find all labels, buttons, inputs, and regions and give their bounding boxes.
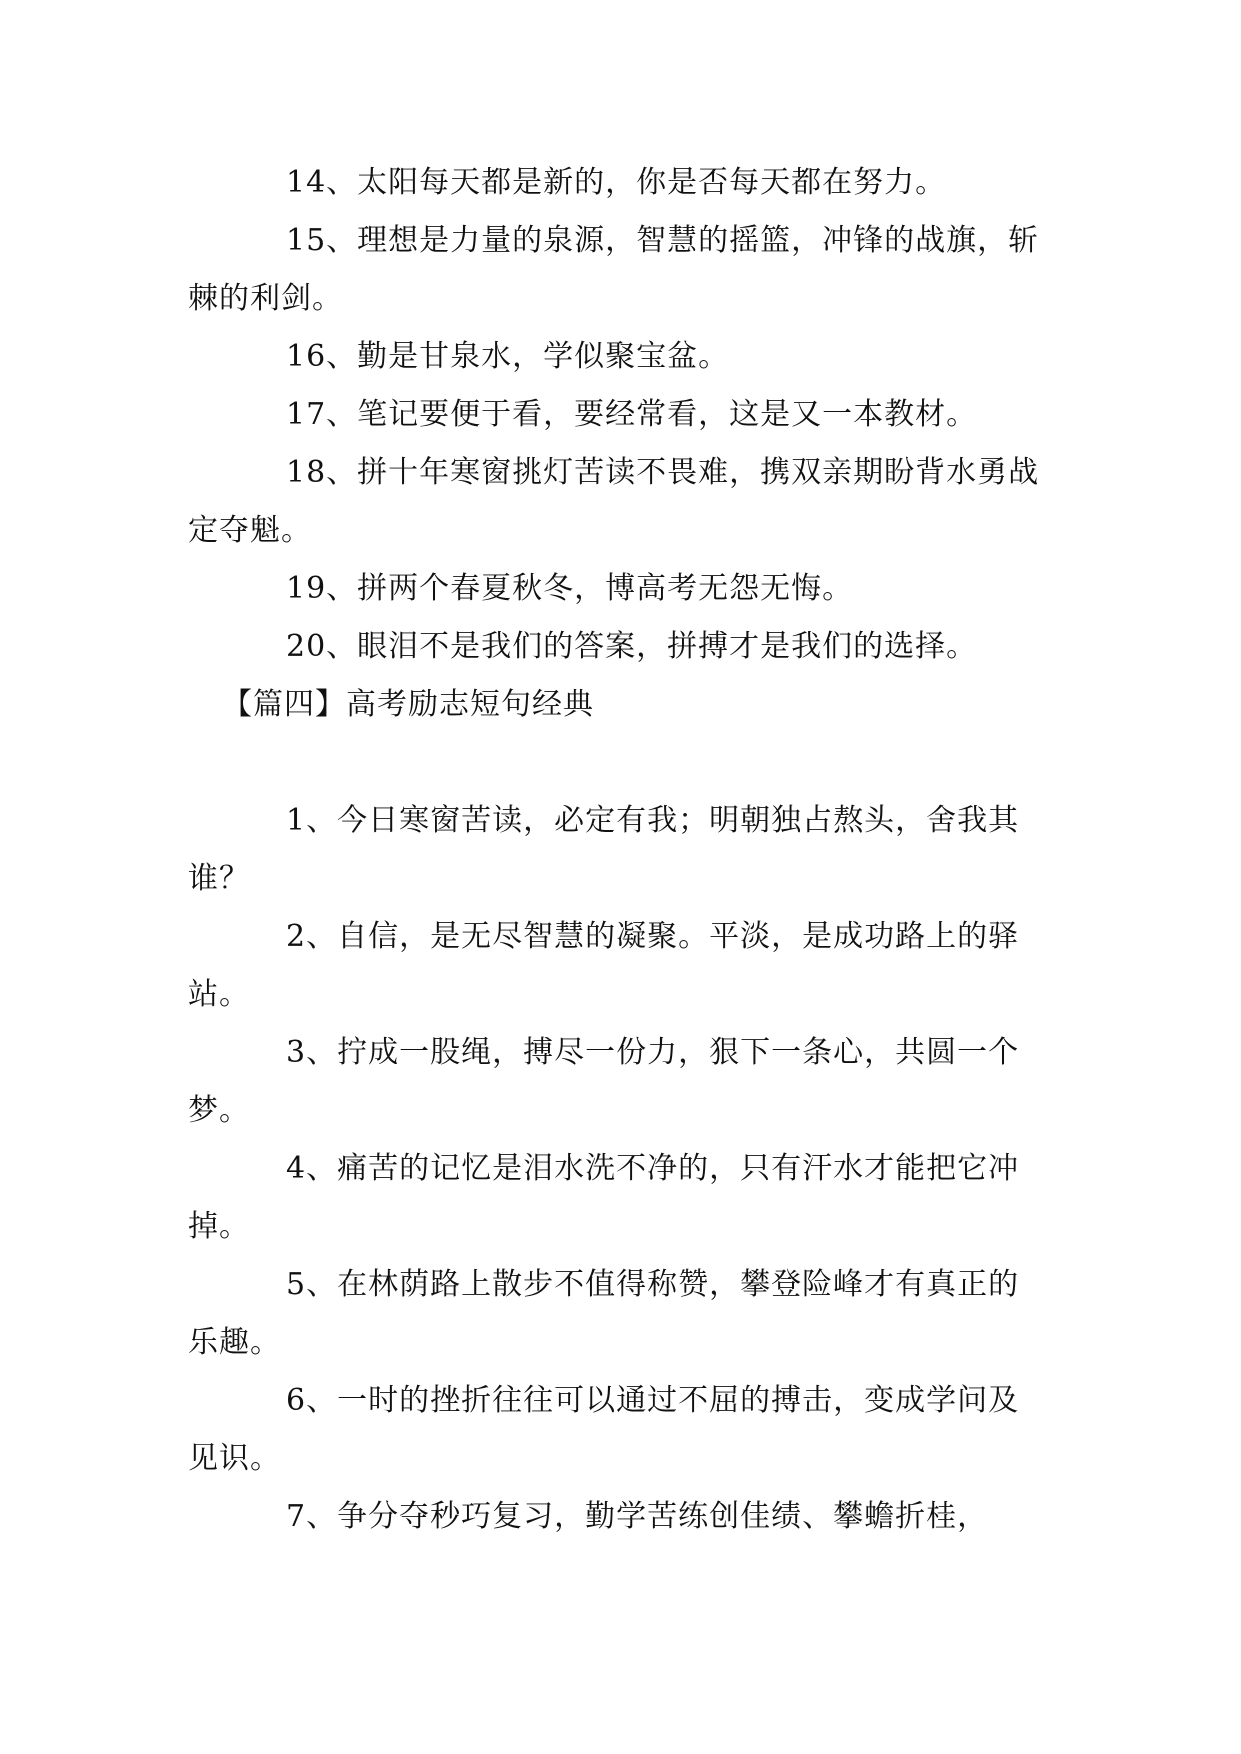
document-body bbox=[188, 154, 1048, 1546]
quote-item-7: 7、争分夺秒巧复习，勤学苦练创佳绩、攀蟾折桂， bbox=[286, 1499, 989, 1534]
quote-item-15: 15、理想是力量的泉源，智慧的摇篮，冲锋的战旗，斩棘的利剑。 bbox=[188, 223, 1040, 316]
blank-line bbox=[188, 734, 1048, 792]
quote-item-17: 17、笔记要便于看，要经常看，这是又一本教材。 bbox=[286, 397, 978, 432]
quote-item-1: 1、今日寒窗苦读，必定有我；明朝独占熬头，舍我其谁？ bbox=[188, 803, 1020, 896]
quote-item-20: 20、眼泪不是我们的答案，拼搏才是我们的选择。 bbox=[286, 629, 978, 664]
quote-item-5: 5、在林荫路上散步不值得称赞，攀登险峰才有真正的乐趣。 bbox=[188, 1267, 1020, 1360]
quote-item-18: 18、拼十年寒窗挑灯苦读不畏难，携双亲期盼背水勇战定夺魁。 bbox=[188, 455, 1040, 548]
section-heading: 【篇四】高考励志短句经典 bbox=[222, 687, 594, 722]
quote-item-16: 16、勤是甘泉水，学似聚宝盆。 bbox=[286, 339, 730, 374]
quote-item-4: 4、痛苦的记忆是泪水洗不净的，只有汗水才能把它冲掉。 bbox=[188, 1151, 1020, 1244]
quote-item-2: 2、自信，是无尽智慧的凝聚。平淡，是成功路上的驿站。 bbox=[188, 919, 1020, 1012]
quote-item-14: 14、太阳每天都是新的，你是否每天都在努力。 bbox=[286, 165, 947, 200]
quote-item-6: 6、一时的挫折往往可以通过不屈的搏击，变成学问及见识。 bbox=[188, 1383, 1020, 1476]
quote-item-19: 19、拼两个春夏秋冬，博高考无怨无悔。 bbox=[286, 571, 854, 606]
quote-item-3: 3、拧成一股绳，搏尽一份力，狠下一条心，共圆一个梦。 bbox=[188, 1035, 1020, 1128]
